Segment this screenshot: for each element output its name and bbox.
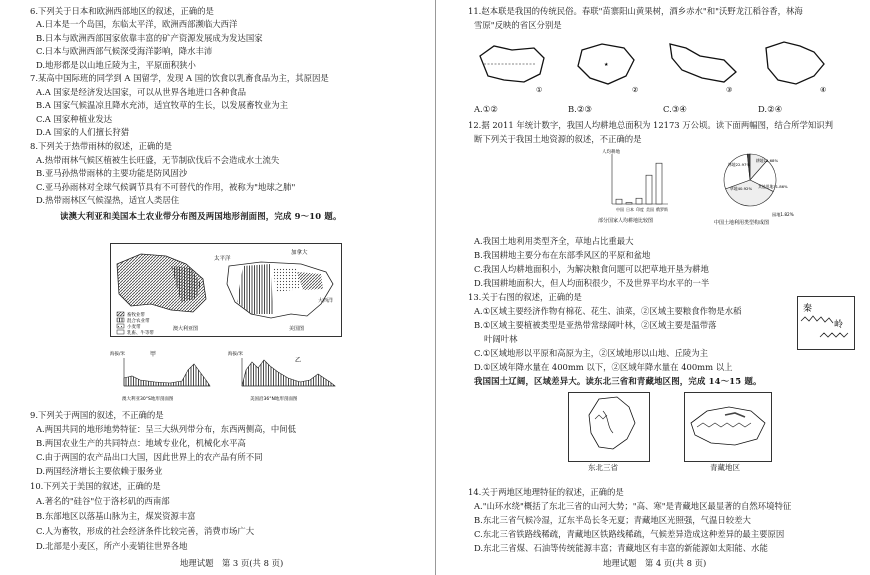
bar-chart-caption: 部分国家人均耕地比较图 <box>598 218 654 224</box>
q6-option-a: A.日本是一个岛国，东临太平洋，欧洲西部濒临大西洋 <box>36 19 238 29</box>
q6-option-c: C.日本与欧洲西部气候深受海洋影响，降水丰沛 <box>36 46 213 56</box>
pie-chart-caption: 中国土地利用类型构成图 <box>714 220 770 226</box>
right-page-footer: 地理试题 第 4 页(共 8 页) <box>603 558 707 568</box>
pie-value-label-3: 其他用地31.86% <box>758 184 788 189</box>
qinghai-tibet-map-svg <box>685 393 771 461</box>
legend-label-3: 小麦带 <box>127 325 141 330</box>
left-profile-terrain <box>124 364 210 386</box>
bar-chart-ylabel: 人均耕地 <box>602 150 620 155</box>
bar-2 <box>636 198 642 204</box>
page-divider <box>435 0 436 575</box>
province-shape-3 <box>670 44 736 82</box>
bar-chart-category-labels <box>616 206 668 212</box>
qinling-figure <box>797 296 855 350</box>
q11-option-c: C.③④ <box>663 104 687 114</box>
q14-option-c: C.东北三省铁路线稀疏，青藏地区铁路线稀疏，气候差异造成这种差异的最主要原因 <box>474 529 785 539</box>
q14-option-b: B.东北三省气候冷湿，辽东半岛长冬无夏；青藏地区光照强，气温日较差大 <box>474 515 751 525</box>
agriculture-map-figure <box>110 243 342 337</box>
q11-option-b: B.②③ <box>568 104 592 114</box>
q11-stem: 11.赵本联是我国的传统民俗。春联"苗寨阳山黄果树，酒乡赤水"和"沃野龙江稻谷香，林海 <box>468 6 803 16</box>
left-page <box>0 0 432 575</box>
ocean-label-pacific: 太平洋 <box>214 256 231 262</box>
q9-stem: 9.下列关于两国的叙述，不正确的是 <box>30 410 164 420</box>
q8-option-a: A.热带雨林气候区植被生长旺盛，无节制砍伐后不会造成水土流失 <box>36 155 280 165</box>
bar-label-2: 印度 <box>636 207 644 212</box>
right-profile-caption: 美国沿36°N地形剖面图 <box>250 397 298 402</box>
legend-swatch-4 <box>117 330 124 334</box>
northeast-outline <box>589 397 635 449</box>
q9-option-b: B.两国农业生产的共同特点：地域专业化，机械化水平高 <box>36 438 246 448</box>
right-profile-terrain <box>242 360 335 386</box>
q9-option-c: C.由于两国的农产品出口大国，因此世界上的农产品有所不同 <box>36 452 263 462</box>
q6-option-d: D.地形都是以山地丘陵为主，平原面积狭小 <box>36 60 196 70</box>
q8-stem: 8.下列关于热带雨林的叙述，正确的是 <box>30 141 172 151</box>
q8-option-d: D.热带雨林区气候湿热，适宜人类居住 <box>36 195 180 205</box>
q8-option-b: B.亚马孙热带雨林的主要功能是防风固沙 <box>36 168 188 178</box>
q9-option-a: A.两国共同的地形地势特征：呈三大纵列带分布，东西两侧高，中间低 <box>36 424 296 434</box>
legend-label-2: 混合农业带 <box>127 319 150 324</box>
qinghai-tibet-caption: 青藏地区 <box>710 463 740 472</box>
q9-10-instruction: 读澳大利亚和美国本土农业带分布图及两国地形剖面图，完成 9～10 题。 <box>60 211 342 221</box>
northeast-map-svg <box>569 393 649 461</box>
qinling-mountains <box>801 316 833 323</box>
bar-3 <box>646 175 652 204</box>
q11-option-d: D.②④ <box>758 104 783 114</box>
q6-option-b: B.日本与欧洲西部国家依靠丰富的矿产资源发展成为发达国家 <box>36 33 263 43</box>
q6-stem: 6.下列关于日本和欧洲西部地区的叙述，正确的是 <box>30 6 214 16</box>
q9-option-d: D.两国经济增长主要依赖于服务业 <box>36 466 163 476</box>
q14-15-instruction: 我国国土辽阔，区域差异大。读东北三省和青藏地区图，完成 14～15 题。 <box>474 376 762 386</box>
q13-option-d: D.①区域年降水量在 400mm 以下，②区域年降水量在 400mm 以上 <box>474 362 733 372</box>
left-profile-title: 甲 <box>150 351 157 358</box>
q10-option-d: D.北部是小麦区，所产小麦销往世界各地 <box>36 541 188 551</box>
q13-stem: 13.关于右图的叙述，正确的是 <box>468 292 582 302</box>
q7-option-b: B.A 国家气候温凉且降水充沛，适宜牧草的生长，以发展畜牧业为主 <box>36 100 289 110</box>
bar-1 <box>626 203 632 204</box>
bar-chart-svg <box>598 146 708 224</box>
q13-option-b-cont: 叶阔叶林 <box>484 334 518 344</box>
q13-option-b: B.①区域主要植被类型是亚热带常绿阔叶林，②区域主要是温带落 <box>474 320 717 330</box>
q11-option-a: A.①② <box>474 104 498 114</box>
province-outlines <box>474 38 846 96</box>
canada-label: 加拿大 <box>291 250 308 256</box>
legend-label-1: 畜牧业带 <box>127 313 145 318</box>
province-outlines-svg <box>474 38 846 96</box>
qinling-char-1: 秦 <box>803 304 813 314</box>
pie-label-orchard: 园地1.82% <box>772 212 794 217</box>
bar-0 <box>616 199 622 204</box>
province-number-1: ① <box>536 86 543 94</box>
pie-chart-svg <box>708 146 808 226</box>
qinghai-tibet-map <box>684 392 772 462</box>
bar-label-3: 美国 <box>646 207 654 212</box>
province-number-4: ④ <box>820 86 827 94</box>
legend-swatch-2 <box>117 318 124 322</box>
bar-4 <box>656 163 662 204</box>
right-profile-title: 乙 <box>295 357 302 364</box>
province-shape-4 <box>766 42 824 84</box>
bar-label-0: 中国 <box>616 207 624 212</box>
right-page <box>438 0 870 575</box>
pie-value-label-2: 草地40.92% <box>730 186 753 191</box>
left-page-footer: 地理试题 第 3 页(共 8 页) <box>180 558 284 568</box>
q14-option-a: A."山环水绕"概括了东北三省的山河大势；"高、寒"是青藏地区最显著的自然环境特征 <box>474 501 792 511</box>
q7-option-c: C.A 国家种植业发达 <box>36 114 113 124</box>
left-profile-caption: 澳大利亚30°S地形剖面图 <box>122 397 174 402</box>
province-number-3: ③ <box>726 86 733 94</box>
province-number-2: ② <box>632 86 639 94</box>
qinling-char-2: 岭 <box>834 320 844 330</box>
legend-label-4: 乳畜、牛等带 <box>127 331 154 336</box>
left-profile-axis: 海拔/米 <box>110 352 126 357</box>
q12-option-d: D.我国耕地面积大，但人均面积很少，不及世界平均水平的一半 <box>474 278 710 288</box>
australia-caption: 澳大利亚图 <box>173 326 199 332</box>
bar-label-4: 俄罗斯 <box>656 207 668 212</box>
pie-value-label-1: 林地22.97% <box>728 162 751 167</box>
qinghai-tibet-outline <box>691 407 765 445</box>
bar-chart-bars <box>616 163 662 204</box>
q7-option-d: D.A 国家的人们擅长狩猎 <box>36 127 130 137</box>
q7-stem: 7.某高中国际班的同学到 A 国留学，发现 A 国的饮食以乳畜食品为主，其原因是 <box>30 73 329 83</box>
legend-swatch-1 <box>117 312 124 316</box>
q10-option-b: B.东部地区以落基山脉为主，煤炭资源丰富 <box>36 511 196 521</box>
qinling-mountains-2 <box>820 333 848 337</box>
pie-slices <box>724 154 788 206</box>
q12-stem-cont: 断下列关于我国土地资源的叙述，不正确的是 <box>474 134 642 144</box>
pie-value-label-0: 耕地12.68% <box>756 158 779 163</box>
agriculture-map-svg <box>111 244 341 336</box>
province-star-2: ★ <box>604 62 609 68</box>
q13-option-c: C.①区域地形以平原和高原为主，②区域地形以山地、丘陵为主 <box>474 348 709 358</box>
q10-option-c: C.人为畜牧，形成的社会经济条件比较完善，消费市场广大 <box>36 526 255 536</box>
q12-option-c: C.我国人均耕地面积小，为解决粮食问题可以把草地开垦为耕地 <box>474 264 709 274</box>
northeast-caption: 东北三省 <box>588 463 618 472</box>
terrain-profiles-figure <box>110 348 340 404</box>
ocean-label-atlantic: 大西洋 <box>318 298 334 304</box>
right-profile-axis: 海拔/米 <box>228 352 244 357</box>
land-use-pie-chart <box>708 146 808 226</box>
northeast-map <box>568 392 650 462</box>
qinling-svg <box>798 297 854 349</box>
q8-option-c: C.亚马孙雨林对全球气候调节具有不可替代的作用，被称为"地球之肺" <box>36 182 296 192</box>
usa-livestock-belt <box>237 264 273 314</box>
q12-option-b: B.我国耕地主要分布在东部季风区的平原和盆地 <box>474 250 651 260</box>
q7-option-a: A.A 国家是经济发达国家，可以从世界各地进口各种食品 <box>36 87 247 97</box>
terrain-profiles-svg <box>110 348 340 404</box>
q12-option-a: A.我国土地利用类型齐全，草地占比重最大 <box>474 236 634 246</box>
q10-option-a: A.著名的"硅谷"位于洛杉矶的西南部 <box>36 496 170 506</box>
q11-stem-cont: 雪原"反映的省区分别是 <box>474 20 562 30</box>
q12-stem: 12.据 2011 年统计数字，我国人均耕地总面积为 12173 万公顷。读下面两幅图，结合所学知识判 <box>468 120 834 130</box>
q10-stem: 10.下列关于美国的叙述，正确的是 <box>30 481 161 491</box>
q13-option-a: A.①区域主要经济作物有棉花、花生、油菜，②区域主要粮食作物是水稻 <box>474 306 742 316</box>
legend-swatch-3 <box>117 324 124 328</box>
bar-label-1: 日本 <box>626 207 634 212</box>
arable-land-bar-chart <box>598 146 708 224</box>
usa-caption: 美国图 <box>289 326 305 332</box>
q14-stem: 14.关于两地区地理特征的叙述，正确的是 <box>468 487 624 497</box>
q14-option-d: D.东北三省煤、石油等传统能源丰富；青藏地区有丰富的新能源如太阳能、水能 <box>474 543 768 553</box>
usa-wheat-belt <box>273 268 301 292</box>
